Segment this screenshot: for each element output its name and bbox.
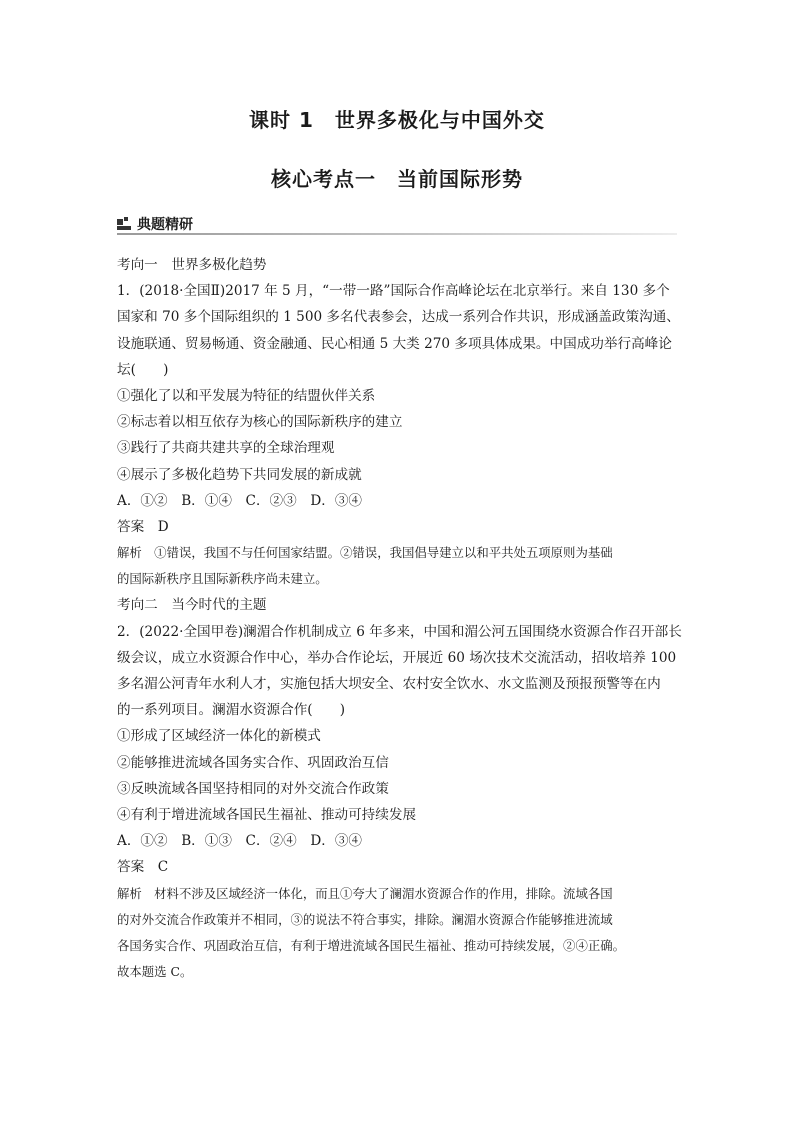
answer: 答案 D — [117, 518, 169, 535]
section-marker-icon — [117, 217, 133, 231]
statement-option: ④有利于增进流域各国民生福祉、推动可持续发展 — [117, 806, 417, 823]
direction-heading-1: 考向一 世界多极化趋势 — [117, 257, 267, 273]
question-2 — [117, 619, 681, 986]
statement-option: ②标志着以相互依存为核心的国际新秩序的建立 — [117, 414, 403, 431]
question-stem-line: 级会议，成立水资源合作中心，举办合作论坛，开展近 60 场次技术交流活动，招收培养 100 — [117, 649, 677, 666]
section-header — [117, 214, 193, 234]
analysis-line: 故本题选 C。 — [117, 964, 193, 980]
core-point-title: 核心考点一 当前国际形势 — [271, 167, 523, 191]
analysis-line: 解析 ①错误，我国不与任何国家结盟。②错误，我国倡导建立以和平共处五项原则为基础 — [117, 545, 613, 561]
statement-option: ③践行了共商共建共享的全球治理观 — [117, 440, 335, 457]
analysis-line: 各国务实合作、巩固政治互信，有利于增进流域各国民生福祉、推动可持续发展，②④正确。 — [117, 937, 626, 953]
analysis-line: 的对外交流合作政策并不相同，③的说法不符合事实，排除。澜湄水资源合作能够推进流域 — [117, 911, 613, 927]
answer-choices: A．①② B．①③ C．②④ D．③④ — [117, 833, 363, 850]
statement-option: ③反映流域各国坚持相同的对外交流合作政策 — [117, 780, 389, 797]
lesson-title: 课时 1 世界多极化与中国外交 — [249, 108, 545, 132]
direction-heading-2: 考向二 当今时代的主题 — [117, 597, 267, 614]
answer-choices: A．①② B．①④ C．②③ D．③④ — [117, 492, 363, 509]
question-stem-line: 的一系列项目。澜湄水资源合作( ) — [117, 702, 346, 719]
question-stem-line: 多名湄公河青年水利人才，实施包括大坝安全、农村安全饮水、水文监测及预报预警等在内 — [117, 676, 661, 692]
section-label: 典题精研 — [137, 217, 193, 233]
question-stem-line: 国家和 70 多个国际组织的 1 500 多名代表参会，达成一系列合作共识，形成涵盖政策沟通、 — [117, 309, 680, 326]
statement-option: ④展示了多极化趋势下共同发展的新成就 — [117, 466, 362, 483]
statement-option: ①形成了区域经济一体化的新模式 — [117, 728, 321, 745]
section-divider — [117, 233, 677, 235]
statement-option: ②能够推进流域各国务实合作、巩固政治互信 — [117, 754, 389, 771]
analysis-line: 解析 材料不涉及区域经济一体化，而且①夸大了澜湄水资源合作的作用，排除。流域各国 — [117, 885, 613, 901]
question-stem-line: 设施联通、贸易畅通、资金融通、民心相通 5 大类 270 多项具体成果。中国成功举行高峰论 — [117, 335, 672, 352]
answer: 答案 C — [117, 859, 169, 876]
question-stem-line: 坛( ) — [117, 361, 169, 378]
statement-option: ①强化了以和平发展为特征的结盟伙伴关系 — [117, 387, 376, 404]
analysis-line: 的国际新秩序且国际新秩序尚未建立。 — [117, 571, 328, 587]
question-stem-line: 1．(2018·全国Ⅱ)2017 年 5 月，“一带一路”国际合作高峰论坛在北京举行。来自 130 多个 — [117, 283, 670, 300]
question-stem-line: 2．(2022·全国甲卷)澜湄合作机制成立 6 年多来，中国和湄公河五国围绕水资源合作召开部长 — [117, 623, 682, 640]
content — [117, 252, 681, 985]
question-1 — [117, 278, 681, 592]
